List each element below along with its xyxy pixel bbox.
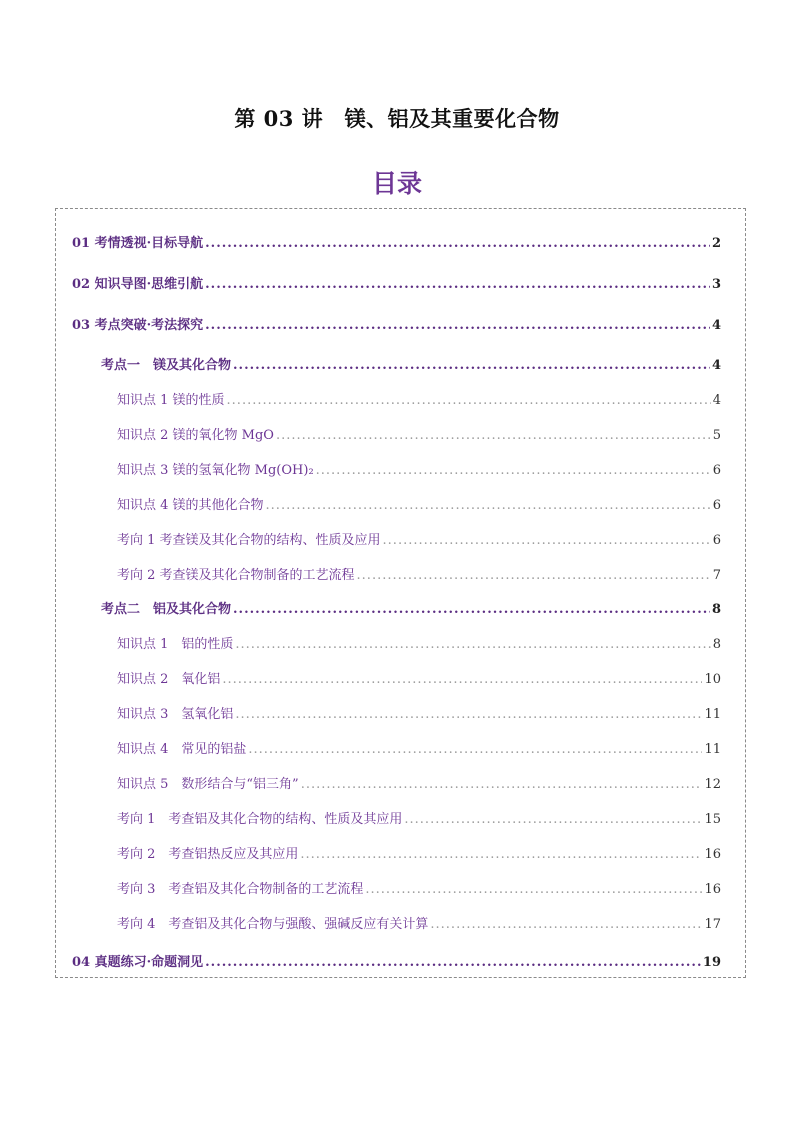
toc-leader xyxy=(266,498,711,513)
toc-page-number: 3 xyxy=(711,277,721,292)
toc-leader xyxy=(235,637,710,652)
toc-entry-zhishidian-1-1[interactable] xyxy=(117,389,721,408)
toc-leader xyxy=(276,428,711,443)
toc-page-number: 16 xyxy=(704,882,721,897)
toc-entry-zhishidian-1-4[interactable] xyxy=(117,494,721,513)
toc-entry-label: 知识点 2 氧化铝 xyxy=(117,672,221,687)
toc-page-number: 6 xyxy=(712,463,721,478)
toc-leader xyxy=(383,533,711,548)
toc-leader xyxy=(430,917,702,932)
toc-entry-kaoxiang-1-2[interactable] xyxy=(117,564,721,583)
toc-leader xyxy=(248,742,702,757)
toc-entry-02[interactable] xyxy=(72,273,721,292)
toc-entry-label: 知识点 5 数形结合与“铝三角” xyxy=(117,777,299,792)
toc-entry-label: 知识点 1 铝的性质 xyxy=(117,637,234,652)
toc-entry-label: 考向 1 考查镁及其化合物的结构、性质及应用 xyxy=(117,533,381,548)
toc-entry-label: 02 知识导图·思维引航 xyxy=(72,277,204,292)
toc-leader xyxy=(205,277,710,292)
toc-leader xyxy=(205,955,701,970)
toc-entry-zhishidian-2-5[interactable] xyxy=(117,773,721,792)
toc-entry-label: 考向 3 考查铝及其化合物制备的工艺流程 xyxy=(117,882,364,897)
toc-entry-label: 知识点 4 镁的其他化合物 xyxy=(117,498,264,513)
toc-page-number: 11 xyxy=(704,707,721,722)
toc-page-number: 11 xyxy=(704,742,721,757)
toc-page-number: 12 xyxy=(704,777,721,792)
toc-entry-zhishidian-1-2[interactable] xyxy=(117,424,721,443)
toc-page-number: 4 xyxy=(712,393,721,408)
toc-entry-label: 03 考点突破·考法探究 xyxy=(72,318,204,333)
toc-entry-label: 知识点 1 镁的性质 xyxy=(117,393,225,408)
toc-page-number: 17 xyxy=(704,917,721,932)
toc-entry-label: 考向 2 考查铝热反应及其应用 xyxy=(117,847,299,862)
toc-entry-kaodian-1[interactable] xyxy=(101,354,721,373)
toc-page-number: 6 xyxy=(712,533,721,548)
toc-entry-zhishidian-2-1[interactable] xyxy=(117,633,721,652)
toc-leader xyxy=(300,847,702,862)
toc-leader xyxy=(404,812,702,827)
toc-page-number: 5 xyxy=(712,428,721,443)
toc-page-number: 8 xyxy=(711,602,721,617)
toc-entry-label: 01 考情透视·目标导航 xyxy=(72,236,204,251)
toc-page-number: 16 xyxy=(704,847,721,862)
toc-entry-kaoxiang-2-1[interactable] xyxy=(117,808,721,827)
toc-entry-kaoxiang-1-1[interactable] xyxy=(117,529,721,548)
toc-entry-zhishidian-2-2[interactable] xyxy=(117,668,721,687)
toc-heading: 目录 xyxy=(371,169,422,198)
toc-leader xyxy=(357,568,711,583)
toc-entry-kaoxiang-2-4[interactable] xyxy=(117,913,721,932)
toc-entry-zhishidian-2-3[interactable] xyxy=(117,703,721,722)
toc-entry-kaodian-2[interactable] xyxy=(101,598,721,617)
toc-page-number: 4 xyxy=(711,358,721,373)
toc-entry-label: 知识点 2 镁的氧化物 MgO xyxy=(117,428,274,443)
toc-entry-label: 知识点 4 常见的铝盐 xyxy=(117,742,247,757)
toc-leader xyxy=(205,236,710,251)
toc-leader xyxy=(316,463,711,478)
toc-entry-kaoxiang-2-3[interactable] xyxy=(117,878,721,897)
toc-leader xyxy=(365,882,702,897)
toc-page-number: 6 xyxy=(712,498,721,513)
toc-entry-label: 04 真题练习·命题洞见 xyxy=(72,955,204,970)
toc-entry-label: 考点二 铝及其化合物 xyxy=(101,602,232,617)
toc-entry-kaoxiang-2-2[interactable] xyxy=(117,843,721,862)
toc-leader xyxy=(205,318,710,333)
toc-page-number: 8 xyxy=(712,637,721,652)
toc-entry-zhishidian-1-3[interactable] xyxy=(117,459,721,478)
toc-page-number: 19 xyxy=(702,955,721,970)
toc-entry-label: 知识点 3 镁的氢氧化物 Mg(OH)₂ xyxy=(117,463,314,478)
toc-entry-label: 考点一 镁及其化合物 xyxy=(101,358,232,373)
toc-leader xyxy=(233,358,710,373)
toc-page-number: 4 xyxy=(711,318,721,333)
toc-leader xyxy=(235,707,702,722)
toc-entry-04[interactable] xyxy=(72,951,721,970)
toc-entry-label: 考向 2 考查镁及其化合物制备的工艺流程 xyxy=(117,568,355,583)
toc-entry-label: 知识点 3 氢氧化铝 xyxy=(117,707,234,722)
toc-entry-label: 考向 1 考查铝及其化合物的结构、性质及其应用 xyxy=(117,812,403,827)
toc-page-number: 7 xyxy=(712,568,721,583)
toc-entry-03[interactable] xyxy=(72,314,721,333)
toc-entry-01[interactable] xyxy=(72,232,721,251)
toc-leader xyxy=(227,393,711,408)
toc-leader xyxy=(301,777,703,792)
toc-page-number: 2 xyxy=(711,236,721,251)
toc-page-number: 15 xyxy=(704,812,721,827)
toc-leader xyxy=(222,672,702,687)
toc-page-number: 10 xyxy=(704,672,721,687)
toc-entry-label: 考向 4 考查铝及其化合物与强酸、强碱反应有关计算 xyxy=(117,917,429,932)
toc-entry-zhishidian-2-4[interactable] xyxy=(117,738,721,757)
document-title: 第 03 讲 镁、铝及其重要化合物 xyxy=(234,106,560,131)
toc-leader xyxy=(233,602,710,617)
